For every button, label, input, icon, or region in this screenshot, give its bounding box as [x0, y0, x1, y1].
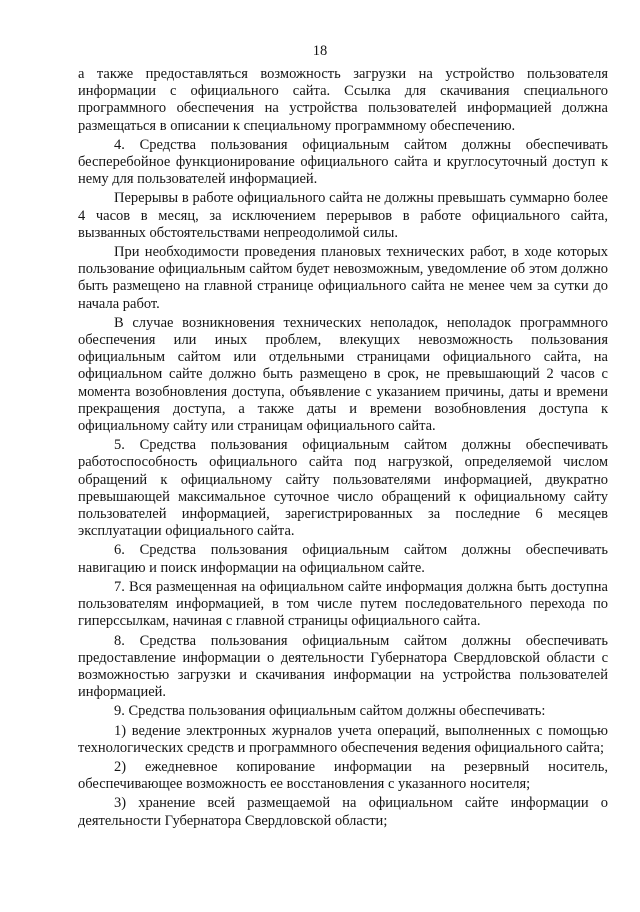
paragraph-planned-works: При необходимости проведения плановых технических работ, в ходе которых пользование официальным сайтом будет невозможным, уведомление об этом должно быть размещено на главной странице официального сайта не менее чем за сутки до начала работ.	[78, 244, 608, 312]
document-body	[78, 66, 608, 832]
paragraph-item-9-2: 2) ежедневное копирование информации на резервный носитель, обеспечивающее возможность ее восстановления с указанного носителя;	[78, 758, 608, 793]
paragraph-item-9: 9. Средства пользования официальным сайтом должны обеспечивать:	[114, 703, 546, 720]
paragraph-item-8: 8. Средства пользования официальным сайтом должны обеспечивать предоставление информации о деятельности Губернатора Свердловской области с возможностью загрузки и скачивания информации на устройства пользователей информацией.	[78, 632, 608, 701]
paragraph-item-6: 6. Средства пользования официальным сайтом должны обеспечивать навигацию и поиск информации на официальном сайте.	[78, 542, 608, 576]
paragraph-item-7: 7. Вся размещенная на официальном сайте информация должна быть доступна пользователям информацией, в том числе путем последовательного перехода по гиперссылкам, начиная с главной страницы официального сайта.	[78, 578, 608, 630]
paragraph-downtime-limit: Перерывы в работе официального сайта не должны превышать суммарно более 4 часов в месяц, за исключением перерывов в работе официального сайта, вызванных обстоятельствами непреодолимой силы.	[78, 190, 608, 241]
paragraph-item-9-3: 3) хранение всей размещаемой на официальном сайте информации о деятельности Губернатора Свердловской области;	[78, 795, 608, 829]
page-number: 18	[312, 43, 328, 59]
paragraph-item-5: 5. Средства пользования официальным сайтом должны обеспечивать работоспособность официального сайта под нагрузкой, определяемой числом обращений к официальному сайту пользователями информацией, двукратно превышающей максимальное суточное число обращений к официальному сайту пользователей информацией, зарегистрированных за последние 6 месяцев эксплуатации официального сайта.	[78, 437, 608, 540]
paragraph-item-4: 4. Средства пользования официальным сайтом должны обеспечивать бесперебойное функционирование официального сайта и круглосуточный доступ к нему для пользователей информацией.	[78, 136, 608, 188]
paragraph-item-9-1: 1) ведение электронных журналов учета операций, выполненных с помощью технологических средств и программного обеспечения ведения официального сайта;	[78, 722, 608, 756]
paragraph-technical-failures: В случае возникновения технических неполадок, неполадок программного обеспечения или иных проблем, влекущих невозможность пользования официальным сайтом или отдельными страницами официального сайта, на официальном сайте должно быть размещено в срок, не превышающий 2 часов с момента возобновления доступа, объявление с указанием причины, даты и времени прекращения доступа, а также даты и времени возобновления доступа к официальному сайту или страницам официального сайта.	[78, 314, 608, 435]
paragraph-continuation: а также предоставляться возможность загрузки на устройство пользователя информации с официального сайта. Ссылка для скачивания специального программного обеспечения на устройства пользователей информацией должна размещаться в описании к специальному программному обеспечению.	[78, 66, 608, 134]
